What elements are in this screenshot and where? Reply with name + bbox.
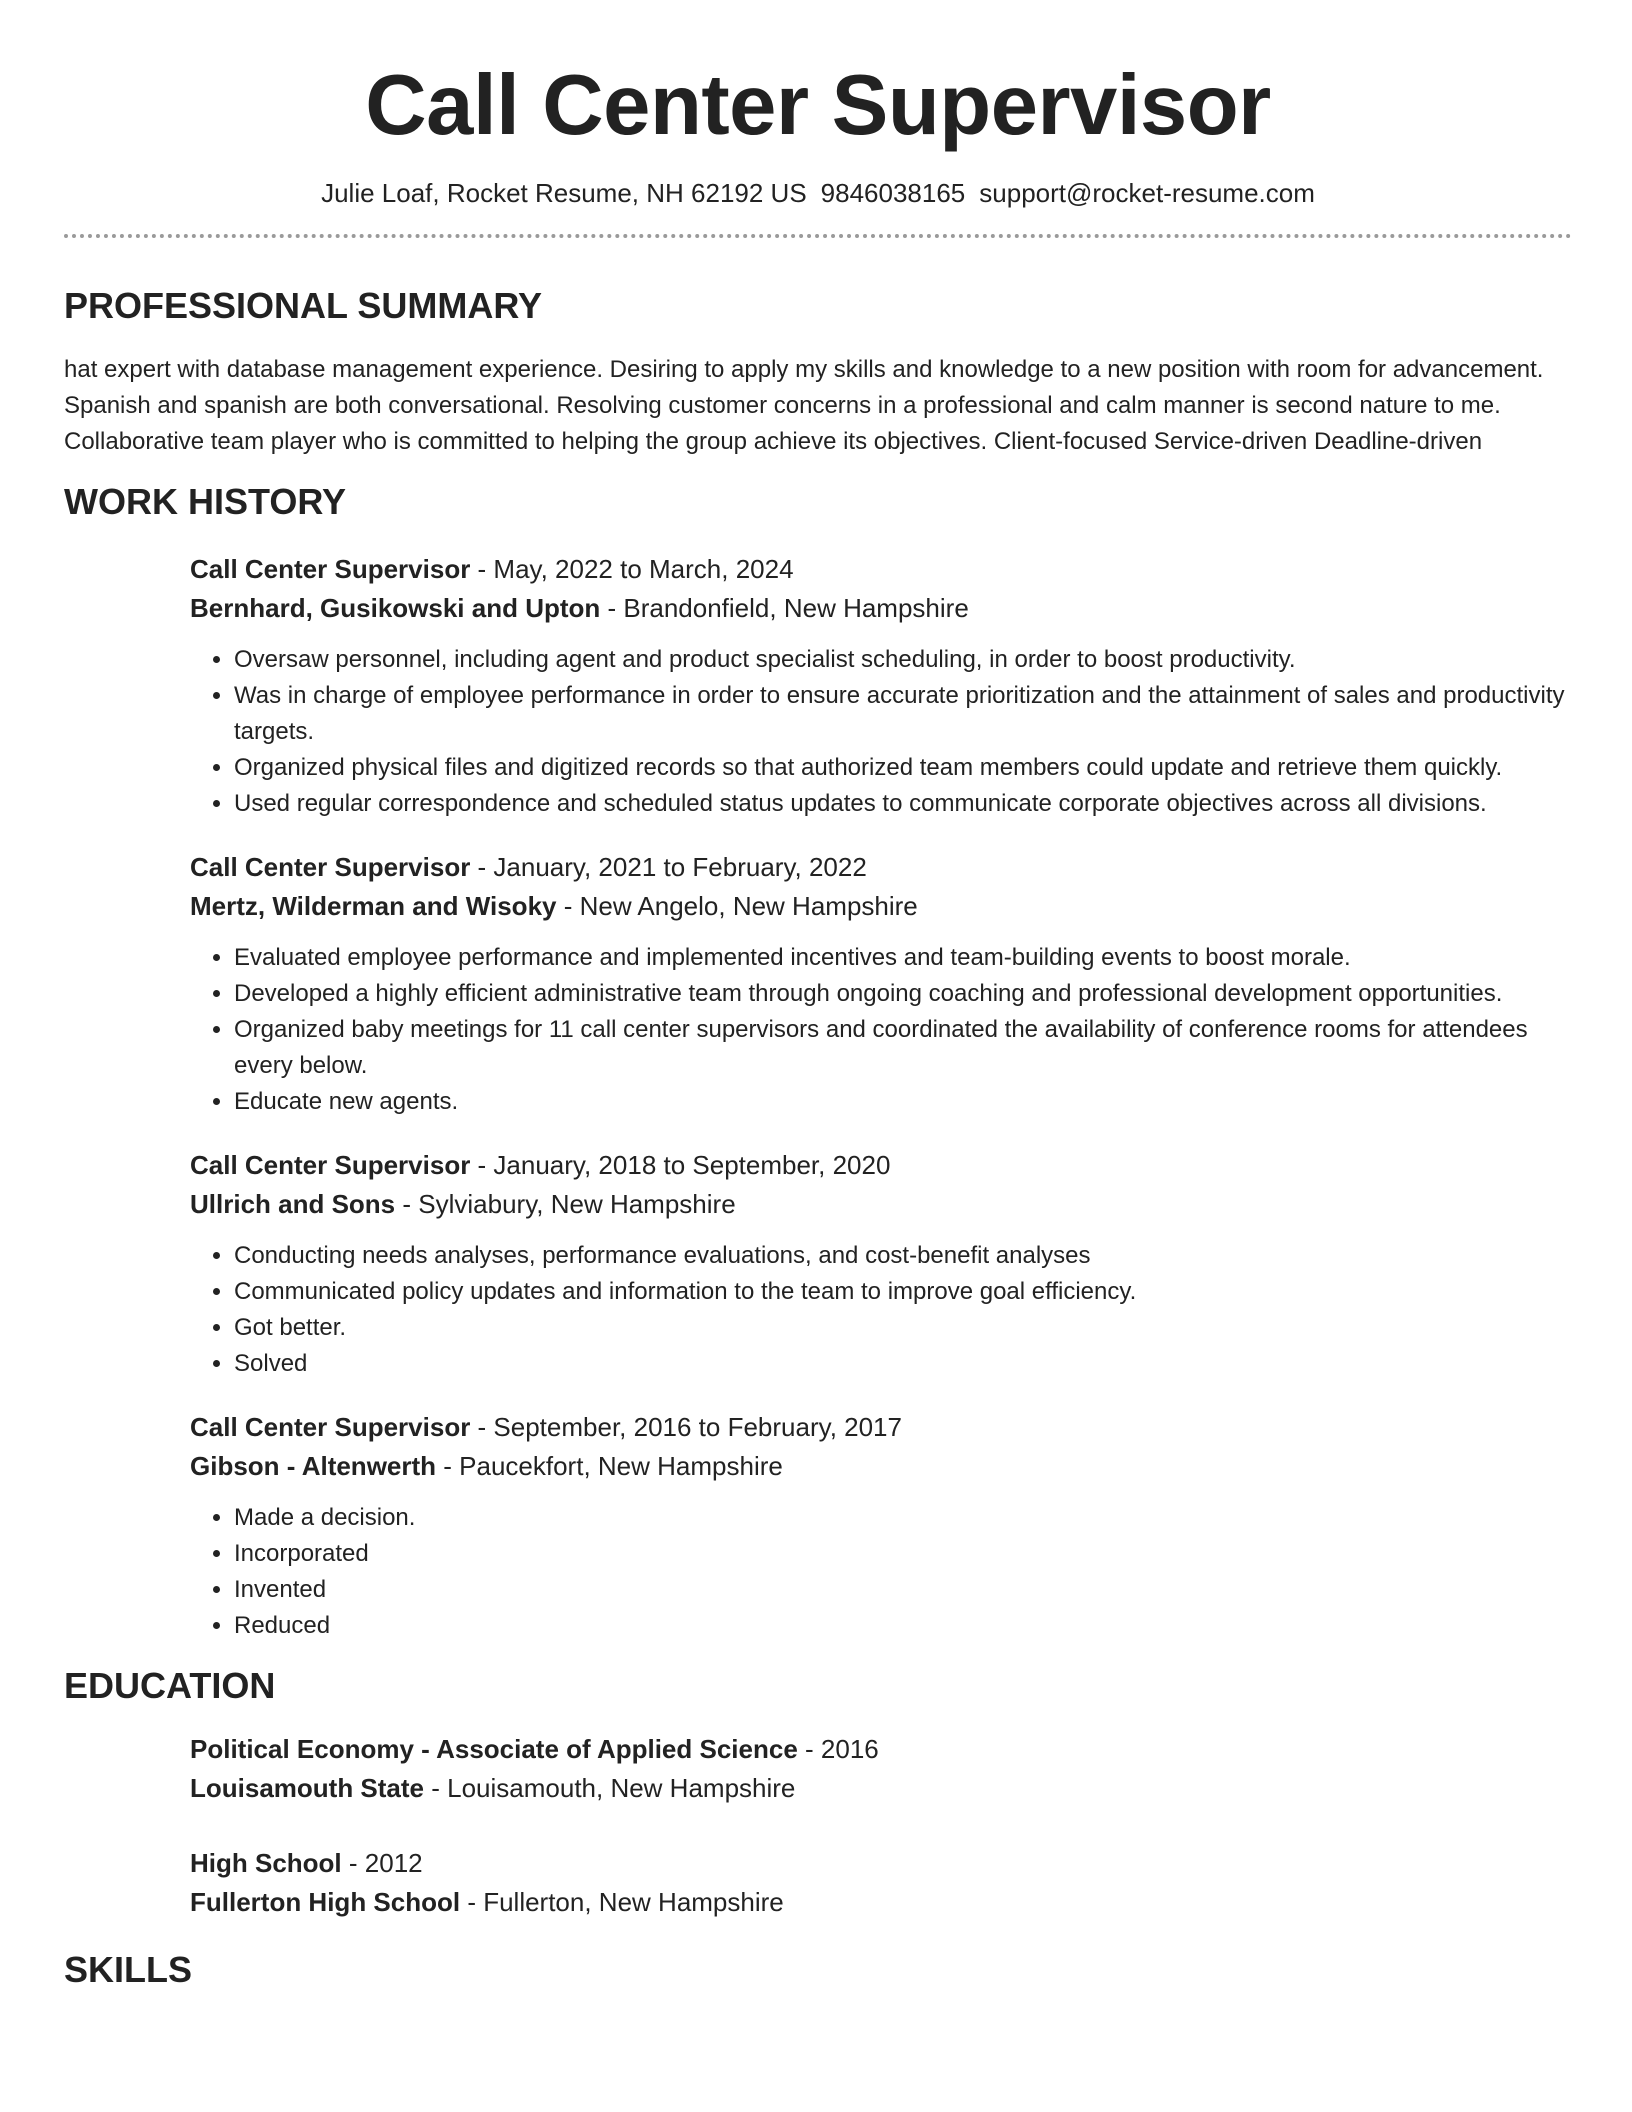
- education-school-line: [190, 1883, 1572, 1922]
- job-bullet: • Conducting needs analyses, performance evaluations, and cost-benefit analyses: [234, 1238, 1572, 1274]
- job-list: [190, 550, 1572, 1644]
- education-degree: High School: [190, 1848, 342, 1878]
- education-location: - Louisamouth, New Hampshire: [424, 1773, 796, 1803]
- job-bullet: • Invented: [234, 1572, 1572, 1608]
- job-bullet: • Made a decision.: [234, 1500, 1572, 1536]
- job-entry: [190, 1146, 1572, 1382]
- job-role-line: [190, 1408, 1572, 1447]
- education-entry: [190, 1844, 1572, 1922]
- job-company: Gibson - Altenwerth: [190, 1451, 437, 1481]
- job-dates: - May, 2022 to March, 2024: [470, 554, 794, 584]
- job-bullet: • Was in charge of employee performance in order to ensure accurate prioritization and the attainment of sales and productivity targets.: [234, 678, 1572, 750]
- education-section: [64, 1664, 1572, 1922]
- job-role-line: [190, 1146, 1572, 1185]
- job-company: Bernhard, Gusikowski and Upton: [190, 593, 601, 623]
- job-company: Mertz, Wilderman and Wisoky: [190, 891, 557, 921]
- job-role-line: [190, 550, 1572, 589]
- job-company-line: [190, 589, 1572, 628]
- job-bullet: • Oversaw personnel, including agent and product specialist scheduling, in order to boost productivity.: [234, 642, 1572, 678]
- job-entry: [190, 848, 1572, 1120]
- resume-page: [64, 0, 1572, 1992]
- page-title: Call Center Supervisor: [365, 58, 1271, 153]
- education-location: - Fullerton, New Hampshire: [460, 1887, 784, 1917]
- job-bullets: [190, 642, 1572, 822]
- job-company-line: [190, 1447, 1572, 1486]
- work-history-section: [64, 480, 1572, 1644]
- job-bullet: • Organized baby meetings for 11 call center supervisors and coordinated the availability of conference rooms for attendees every below.: [234, 1012, 1572, 1084]
- contact-email: support@rocket-resume.com: [979, 178, 1315, 208]
- education-degree: Political Economy - Associate of Applied Science: [190, 1734, 798, 1764]
- job-bullet: • Solved: [234, 1346, 1572, 1382]
- education-year: - 2016: [797, 1734, 879, 1764]
- job-role: Call Center Supervisor: [190, 1150, 471, 1180]
- skills-section: [64, 1948, 1572, 1992]
- education-year: - 2012: [341, 1848, 423, 1878]
- job-bullets: [190, 1500, 1572, 1644]
- job-entry: [190, 1408, 1572, 1644]
- header-divider: [64, 234, 1572, 238]
- job-bullets: [190, 940, 1572, 1120]
- job-location: - Paucekfort, New Hampshire: [436, 1451, 783, 1481]
- contact-phone: 9846038165: [820, 178, 966, 208]
- education-degree-line: [190, 1844, 1572, 1883]
- job-bullet: • Communicated policy updates and information to the team to improve goal efficiency.: [234, 1274, 1572, 1310]
- contact-address: Julie Loaf, Rocket Resume, NH 62192 US: [321, 178, 807, 208]
- job-bullet: • Evaluated employee performance and implemented incentives and team-building events to boost morale.: [234, 940, 1572, 976]
- job-dates: - September, 2016 to February, 2017: [470, 1412, 902, 1442]
- education-entry: [190, 1730, 1572, 1808]
- section-heading-skills: SKILLS: [64, 1949, 193, 1990]
- summary-section: [64, 284, 1572, 460]
- job-company-line: [190, 887, 1572, 926]
- education-list: [190, 1730, 1572, 1922]
- section-heading-summary: PROFESSIONAL SUMMARY: [64, 285, 543, 326]
- job-bullet: • Educate new agents.: [234, 1084, 1572, 1120]
- job-bullet: • Got better.: [234, 1310, 1572, 1346]
- job-dates: - January, 2018 to September, 2020: [470, 1150, 891, 1180]
- job-bullets: [190, 1238, 1572, 1382]
- job-location: - Brandonfield, New Hampshire: [600, 593, 969, 623]
- education-school: Fullerton High School: [190, 1887, 461, 1917]
- section-heading-education: EDUCATION: [64, 1665, 276, 1706]
- job-bullet: • Incorporated: [234, 1536, 1572, 1572]
- job-dates: - January, 2021 to February, 2022: [470, 852, 867, 882]
- job-bullet: • Used regular correspondence and scheduled status updates to communicate corporate objectives across all divisions.: [234, 786, 1572, 822]
- job-role-line: [190, 848, 1572, 887]
- job-location: - New Angelo, New Hampshire: [556, 891, 918, 921]
- section-heading-work-history: WORK HISTORY: [64, 481, 347, 522]
- job-bullet: • Organized physical files and digitized records so that authorized team members could update and retrieve them quickly.: [234, 750, 1572, 786]
- summary-text: hat expert with database management experience. Desiring to apply my skills and knowledge to a new position with room for advancement. Spanish and spanish are both conversational. Resolving customer concerns in a professional and calm manner is second nature to me. Collaborative team player who is committed to helping the group achieve its objectives. Client-focused Service-driven Deadline-driven: [64, 356, 1544, 455]
- job-role: Call Center Supervisor: [190, 1412, 471, 1442]
- education-degree-line: [190, 1730, 1572, 1769]
- job-role: Call Center Supervisor: [190, 554, 471, 584]
- job-bullet: • Reduced: [234, 1608, 1572, 1644]
- job-entry: [190, 550, 1572, 822]
- education-school: Louisamouth State: [190, 1773, 425, 1803]
- job-company-line: [190, 1185, 1572, 1224]
- job-location: - Sylviabury, New Hampshire: [395, 1189, 736, 1219]
- job-bullet: • Developed a highly efficient administrative team through ongoing coaching and professional development opportunities.: [234, 976, 1572, 1012]
- job-role: Call Center Supervisor: [190, 852, 471, 882]
- contact-line: [64, 176, 1572, 210]
- job-company: Ullrich and Sons: [190, 1189, 396, 1219]
- education-school-line: [190, 1769, 1572, 1808]
